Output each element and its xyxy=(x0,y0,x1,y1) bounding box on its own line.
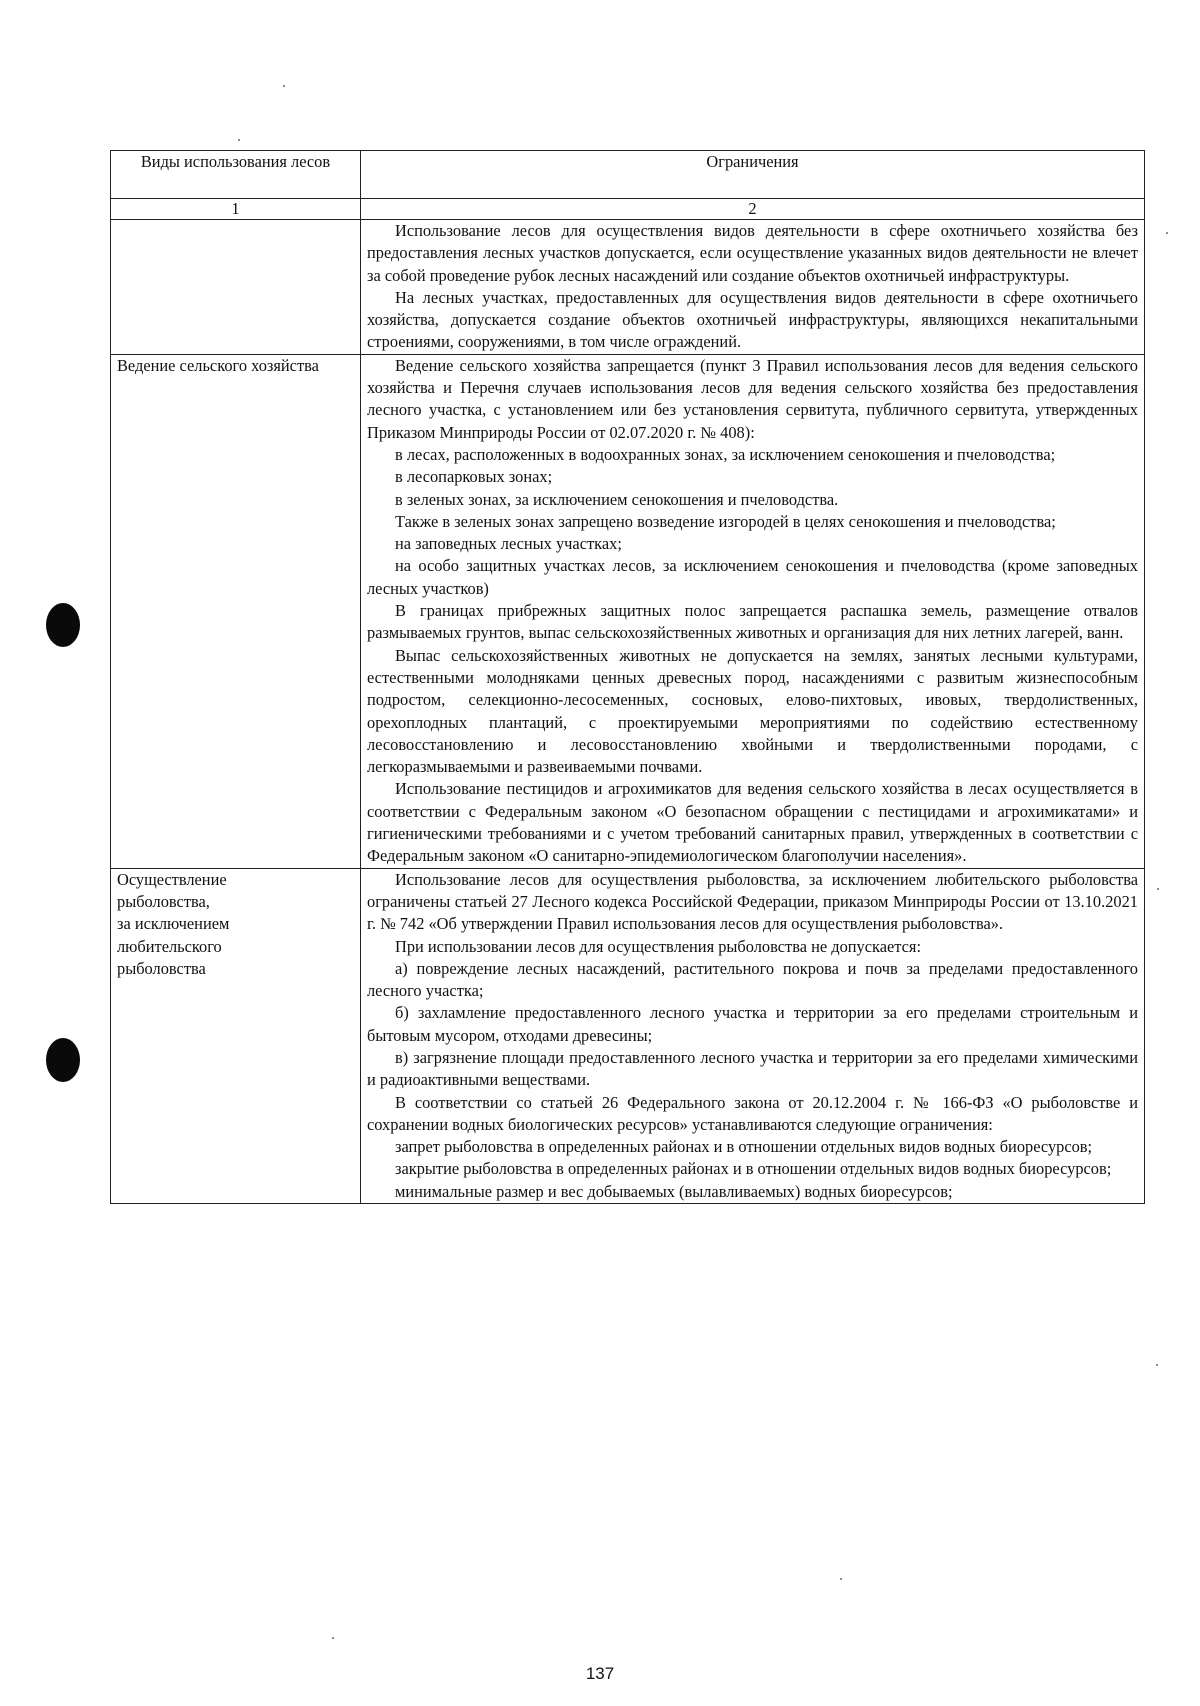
restriction-paragraph: а) повреждение лесных насаждений, растительного покрова и почв за пределами предоставленного лесного участка; xyxy=(367,958,1138,1001)
forest-use-type-cell xyxy=(111,868,361,1203)
restriction-paragraph: на заповедных лесных участках; xyxy=(395,534,622,554)
scan-speck xyxy=(1156,1364,1158,1366)
forest-use-type-line: рыболовства, xyxy=(117,891,210,911)
restriction-paragraph: закрытие рыболовства в определенных районах и в отношении отдельных видов водных биоресурсов; xyxy=(395,1159,1112,1179)
scan-speck xyxy=(1157,888,1159,890)
restriction-paragraph: В границах прибрежных защитных полос запрещается распашка земель, размещение отвалов размываемых грунтов, выпас сельскохозяйственных животных и организация для них летних лагерей, ванн. xyxy=(367,601,1138,643)
punch-hole xyxy=(46,603,80,647)
table-row xyxy=(111,220,1145,355)
column-number-1: 1 xyxy=(111,199,361,220)
forest-use-type-line: за исключением xyxy=(117,914,230,934)
column-number-2: 2 xyxy=(361,199,1145,220)
scan-speck xyxy=(283,85,285,87)
restriction-paragraph: в лесах, расположенных в водоохранных зонах, за исключением сенокошения и пчеловодства; xyxy=(395,444,1056,464)
scan-speck xyxy=(238,139,240,141)
restrictions-table xyxy=(110,150,1145,1204)
page-number: 137 xyxy=(585,1664,615,1683)
restriction-paragraph: Использование пестицидов и агрохимикатов для ведения сельского хозяйства в лесах осуществляется в соответствии с Федеральным законом «О безопасном обращении с пестицидами и агрохимикатами» и гигиеническими требованиями и с учетом требований санитарных правил, утвержденных в соответствии с Федеральным законом «О санитарно-эпидемиологическом благополучии населения». xyxy=(367,779,1138,866)
restriction-paragraph: Ведение сельского хозяйства запрещается (пункт 3 Правил использования лесов для ведения сельского хозяйства и Перечня случаев использования лесов для ведения сельского хозяйства без предоставления лесного участка, с установлением или без установления сервитута, публичного сервитута, утвержденных Приказом Минприроды России от 02.07.2020 г. № 408): xyxy=(367,355,1138,442)
restriction-paragraph: на особо защитных участках лесов, за исключением сенокошения и пчеловодства (кроме заповедных лесных участков) xyxy=(367,556,1138,598)
table-header-row xyxy=(111,151,1145,199)
column-number-row xyxy=(111,199,1145,220)
scan-speck xyxy=(840,1578,842,1580)
scan-speck xyxy=(332,1637,334,1639)
scan-speck xyxy=(1166,232,1168,234)
forest-use-type-cell xyxy=(111,220,361,355)
restrictions-cell xyxy=(361,868,1145,1203)
restriction-paragraph: Использование лесов для осуществления рыболовства, за исключением любительского рыболовства ограничены статьей 27 Лесного кодекса Российской Федерации, приказом Минприроды России от 13.10.2021 г. № 742 «Об утверждении Правил использования лесов для осуществления рыболовства». xyxy=(367,869,1138,934)
punch-hole xyxy=(46,1038,80,1082)
forest-use-type-line: любительского xyxy=(117,936,222,956)
header-forest-use-types: Виды использования лесов xyxy=(111,151,361,199)
restriction-paragraph: в) загрязнение площади предоставленного лесного участка и территории за его пределами химическими и радиоактивными веществами. xyxy=(367,1047,1138,1090)
restriction-paragraph: в зеленых зонах, за исключением сенокошения и пчеловодства. xyxy=(395,489,839,509)
table-row xyxy=(111,868,1145,1203)
restriction-paragraph: На лесных участках, предоставленных для осуществления видов деятельности в сфере охотничьего хозяйства, допускается создание объектов охотничьей инфраструктуры, являющихся некапитальными строениями, сооружениями, в том числе ограждений. xyxy=(367,287,1138,352)
table-row xyxy=(111,354,1145,868)
forest-use-type-line: Осуществление xyxy=(117,869,227,889)
restriction-paragraph: в лесопарковых зонах; xyxy=(395,467,553,487)
header-restrictions: Ограничения xyxy=(361,151,1145,199)
forest-use-type-cell: Ведение сельского хозяйства xyxy=(111,354,361,868)
forest-use-type-line: рыболовства xyxy=(117,958,206,978)
restriction-paragraph: При использовании лесов для осуществления рыболовства не допускается: xyxy=(395,936,922,956)
restriction-paragraph: запрет рыболовства в определенных районах и в отношении отдельных видов водных биоресурсов; xyxy=(395,1137,1093,1157)
restriction-paragraph: б) захламление предоставленного лесного участка и территории за его пределами строительным и бытовым мусором, отходами древесины; xyxy=(367,1003,1138,1045)
restriction-paragraph: В соответствии со статьей 26 Федерального закона от 20.12.2004 г. № 166-ФЗ «О рыболовстве и сохранении водных биологических ресурсов» устанавливаются следующие ограничения: xyxy=(367,1092,1138,1134)
restriction-paragraph: Выпас сельскохозяйственных животных не допускается на землях, занятых лесными культурами, естественными молодняками ценных древесных пород, насаждениями с развитым жизнеспособным подростом, селекционно-лесосеменных, сосновых, елово-пихтовых, ивовых, твердолиственных, орехоплодных плантаций, с проектируемыми мероприятиями по содействию естественному лесовосстановлению и лесовосстановлению хвойными и твердолиственными породами, с легкоразмываемыми и развеиваемыми почвами. xyxy=(367,645,1138,777)
restriction-paragraph: минимальные размер и вес добываемых (вылавливаемых) водных биоресурсов; xyxy=(395,1181,953,1201)
restrictions-cell xyxy=(361,220,1145,355)
restriction-paragraph: Также в зеленых зонах запрещено возведение изгородей в целях сенокошения и пчеловодства; xyxy=(395,511,1056,531)
restriction-paragraph: Использование лесов для осуществления видов деятельности в сфере охотничьего хозяйства без предоставления лесных участков допускается, если осуществление указанных видов деятельности не влечет за собой проведение рубок лесных насаждений или создание объектов охотничьей инфраструктуры. xyxy=(367,221,1138,285)
restrictions-cell xyxy=(361,354,1145,868)
